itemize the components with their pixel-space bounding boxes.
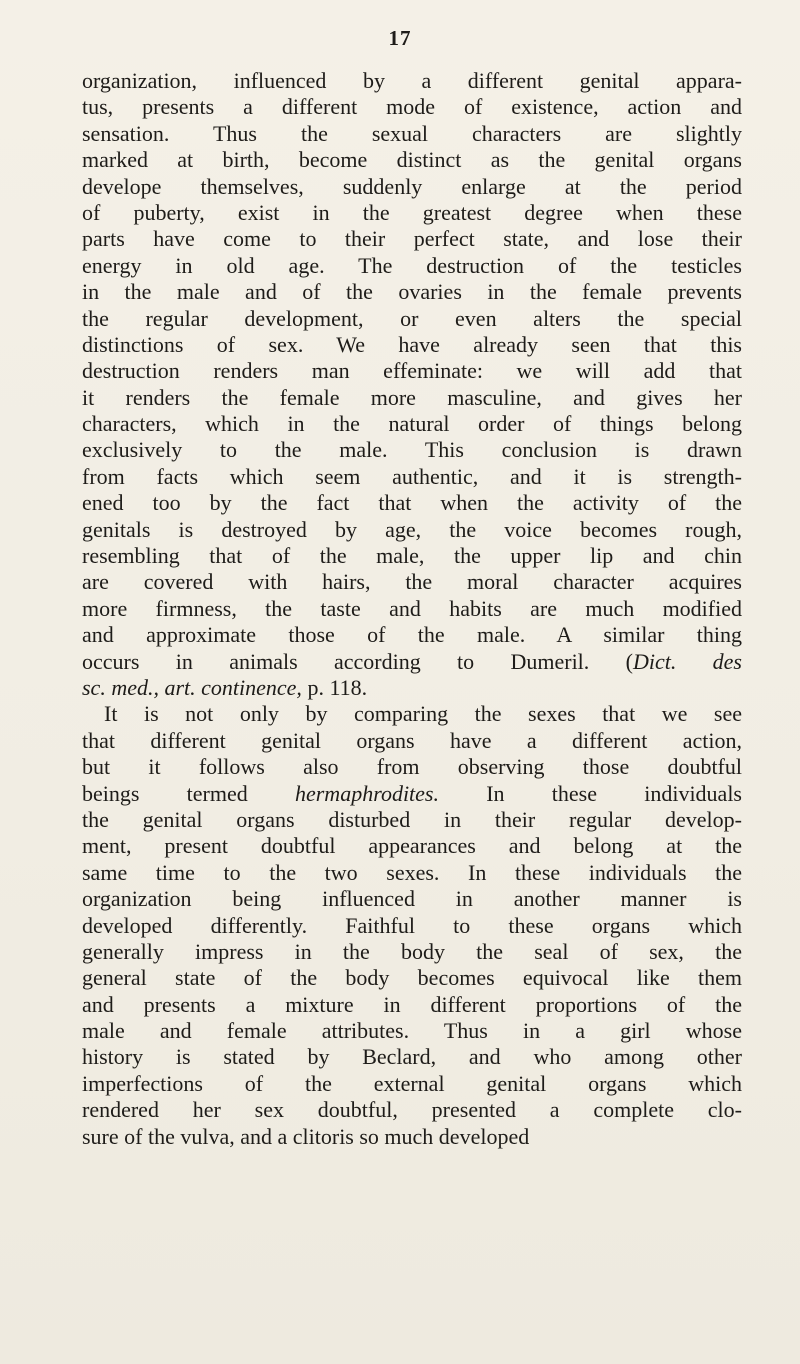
text-line-2: tus, presents a different mode of existence, action and (82, 94, 742, 120)
text-line-10: the regular development, or even alters the special (82, 305, 742, 331)
text-line-17: ened too by the fact that when the activity of the (82, 490, 742, 516)
text-line-38: history is stated by Beclard, and who among other (82, 1044, 742, 1070)
text-line-30: ment, present doubtful appearances and belong at the (82, 833, 742, 859)
term-lead: beings termed (82, 780, 295, 806)
body-text (82, 68, 742, 1150)
text-line-16: from facts which seem authentic, and it is strength- (82, 463, 742, 489)
text-line-41: sure of the vulva, and a clitoris so much developed (82, 1123, 530, 1149)
text-line-25: It is not only by comparing the sexes that we see (104, 701, 742, 727)
text-line-12: destruction renders man effeminate: we will add that (82, 358, 742, 384)
text-line-4: marked at birth, become distinct as the genital organs (82, 147, 742, 173)
term-hermaphrodites: hermaphrodites. (294, 780, 439, 806)
text-line-26: that different genital organs have a different action, (82, 727, 742, 753)
text-line-27: but it follows also from observing those doubtful (82, 754, 742, 780)
text-line-1: organization, influenced by a different genital appara- (82, 68, 742, 93)
text-line-28 (82, 781, 742, 807)
citation-lead: occurs in animals according to Dumeril. ( (82, 648, 633, 674)
text-line-19: resembling that of the male, the upper lip and chin (82, 543, 742, 569)
page-number: 17 (388, 26, 412, 50)
text-line-9: in the male and of the ovaries in the female prevents (82, 279, 742, 305)
text-line-18: genitals is destroyed by age, the voice becomes rough, (82, 516, 742, 542)
text-line-8: energy in old age. The destruction of the testicles (82, 252, 742, 278)
text-line-7: parts have come to their perfect state, and lose their (82, 226, 742, 252)
text-line-23 (82, 649, 742, 675)
term-rest: In these individuals (439, 780, 742, 806)
text-line-31: same time to the two sexes. In these individuals the (82, 859, 742, 885)
text-line-36: and presents a mixture in different proportions of the (82, 991, 742, 1017)
text-line-5: develope themselves, suddenly enlarge at the period (82, 173, 742, 199)
text-line-11: distinctions of sex. We have already seen that this (82, 331, 742, 357)
text-line-37: male and female attributes. Thus in a girl whose (82, 1018, 742, 1044)
citation-title: Dict. des (632, 648, 742, 674)
text-line-29: the genital organs disturbed in their regular develop- (82, 806, 742, 832)
citation-source: sc. med., art. continence, (82, 674, 302, 700)
text-line-15: exclusively to the male. This conclusion is drawn (82, 437, 742, 463)
text-line-39: imperfections of the external genital organs which (82, 1070, 742, 1096)
text-line-20: are covered with hairs, the moral character acquires (82, 569, 742, 595)
text-line-32: organization being influenced in another manner is (82, 886, 742, 912)
text-line-22: and approximate those of the male. A similar thing (82, 622, 742, 648)
text-line-3: sensation. Thus the sexual characters are slightly (82, 120, 742, 146)
text-line-13: it renders the female more masculine, and gives her (82, 384, 742, 410)
text-line-35: general state of the body becomes equivocal like them (82, 965, 742, 991)
citation-page: p. 118. (301, 674, 368, 700)
text-line-34: generally impress in the body the seal of sex, the (82, 938, 742, 964)
text-line-33: developed differently. Faithful to these organs which (82, 912, 742, 938)
text-line-40: rendered her sex doubtful, presented a complete clo- (82, 1097, 742, 1123)
text-line-24 (82, 675, 742, 701)
text-line-21: more firmness, the taste and habits are much modified (82, 595, 742, 621)
text-line-14: characters, which in the natural order of things belong (82, 411, 742, 437)
text-line-6: of puberty, exist in the greatest degree when these (82, 199, 742, 225)
